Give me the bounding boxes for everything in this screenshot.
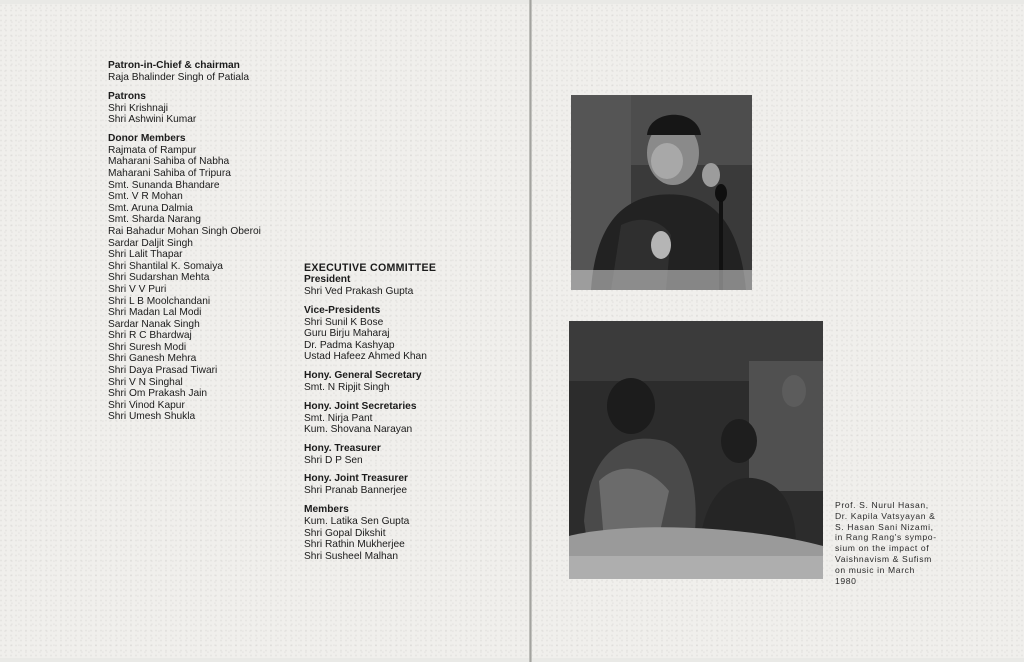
patron-in-chief-heading: Patron-in-Chief & chairman <box>108 60 240 71</box>
donor-member: Sardar Nanak Singh <box>108 318 200 330</box>
general-secretary-name: Smt. N Ripjit Singh <box>304 381 390 393</box>
donor-member: Shri Vinod Kapur <box>108 399 185 411</box>
executive-committee-title: EXECUTIVE COMMITTEE <box>304 262 437 274</box>
treasurer-name: Shri D P Sen <box>304 454 363 466</box>
donor-member: Shri Om Prakash Jain <box>108 388 208 400</box>
donor-member: Shri Sudarshan Mehta <box>108 272 210 284</box>
donor-member: Shri V N Singhal <box>108 376 183 388</box>
joint-treasurer-name: Shri Pranab Bannerjee <box>304 485 408 497</box>
member-name: Kum. Latika Sen Gupta <box>304 515 410 527</box>
donor-member: Shri Suresh Modi <box>108 341 187 353</box>
donor-member: Shri Ganesh Mehra <box>108 353 197 365</box>
member-name: Shri Rathin Mukherjee <box>304 539 405 551</box>
patron-in-chief-name: Raja Bhalinder Singh of Patiala <box>108 72 250 83</box>
vice-president-name: Ustad Hafeez Ahmed Khan <box>304 351 427 363</box>
donor-member: Maharani Sahiba of Tripura <box>108 167 231 179</box>
donor-member: Maharani Sahiba of Nabha <box>108 156 230 168</box>
donor-member: Smt. Aruna Dalmia <box>108 202 193 214</box>
donor-member: Rai Bahadur Mohan Singh Oberoi <box>108 225 261 237</box>
donor-member: Smt. V R Mohan <box>108 191 183 203</box>
general-secretary-heading: Hony. General Secretary <box>304 369 422 381</box>
donor-member: Rajmata of Rampur <box>108 144 197 156</box>
joint-secretaries-heading: Hony. Joint Secretaries <box>304 400 417 412</box>
patron-name: Shri Ashwini Kumar <box>108 114 197 126</box>
donor-member: Shri V V Puri <box>108 283 167 295</box>
caption-line: Prof. S. Nurul Hasan, <box>835 500 929 510</box>
caption-line: Vaishnavism & Sufism <box>835 553 932 564</box>
donor-member: Shri Umesh Shukla <box>108 411 196 423</box>
photo-caption <box>835 500 955 586</box>
donor-member: Smt. Sharda Narang <box>108 214 201 226</box>
donor-member: Sardar Daljit Singh <box>108 237 193 249</box>
patron-list <box>108 60 261 423</box>
donor-member: Shri Madan Lal Modi <box>108 307 202 319</box>
vice-president-name: Dr. Padma Kashyap <box>304 339 395 351</box>
member-name: Shri Gopal Dikshit <box>304 527 386 539</box>
donor-member: Smt. Sunanda Bhandare <box>108 179 220 191</box>
vice-president-name: Guru Birju Maharaj <box>304 328 390 340</box>
patron-name: Shri Krishnaji <box>108 102 169 114</box>
caption-line: Dr. Kapila Vatsyayan & <box>835 510 936 521</box>
caption-line: in Rang Rang's sympo- <box>835 532 937 543</box>
caption-line: sium on the impact of <box>835 543 930 554</box>
donor-member: Shri Lalit Thapar <box>108 249 183 261</box>
caption-line: on music in March <box>835 564 915 575</box>
joint-secretary-name: Kum. Shovana Narayan <box>304 424 413 436</box>
page-fold <box>529 0 532 662</box>
donor-member: Shri Daya Prasad Tiwari <box>108 365 218 377</box>
photo-speaker <box>571 95 752 290</box>
vice-presidents-heading: Vice-Presidents <box>304 304 381 316</box>
member-name: Shri Susheel Malhan <box>304 550 399 562</box>
treasurer-heading: Hony. Treasurer <box>304 442 381 454</box>
patrons-heading: Patrons <box>108 90 146 102</box>
vice-president-name: Shri Sunil K Bose <box>304 316 384 328</box>
president-heading: President <box>304 274 351 285</box>
donor-member: Shri L B Moolchandani <box>108 295 211 307</box>
photo-symposium <box>569 321 823 579</box>
donor-member: Shri R C Bhardwaj <box>108 330 192 342</box>
joint-secretary-name: Smt. Nirja Pant <box>304 412 373 424</box>
executive-committee <box>304 262 436 562</box>
caption-line: S. Hasan Sani Nizami, <box>835 521 934 532</box>
caption-line: 1980 <box>835 575 857 586</box>
members-heading: Members <box>304 503 349 515</box>
donor-member: Shri Shantilal K. Somaiya <box>108 260 223 272</box>
left-page <box>0 4 530 658</box>
joint-treasurer-heading: Hony. Joint Treasurer <box>304 473 408 485</box>
donor-members-heading: Donor Members <box>108 132 186 144</box>
president-name: Shri Ved Prakash Gupta <box>304 286 414 297</box>
